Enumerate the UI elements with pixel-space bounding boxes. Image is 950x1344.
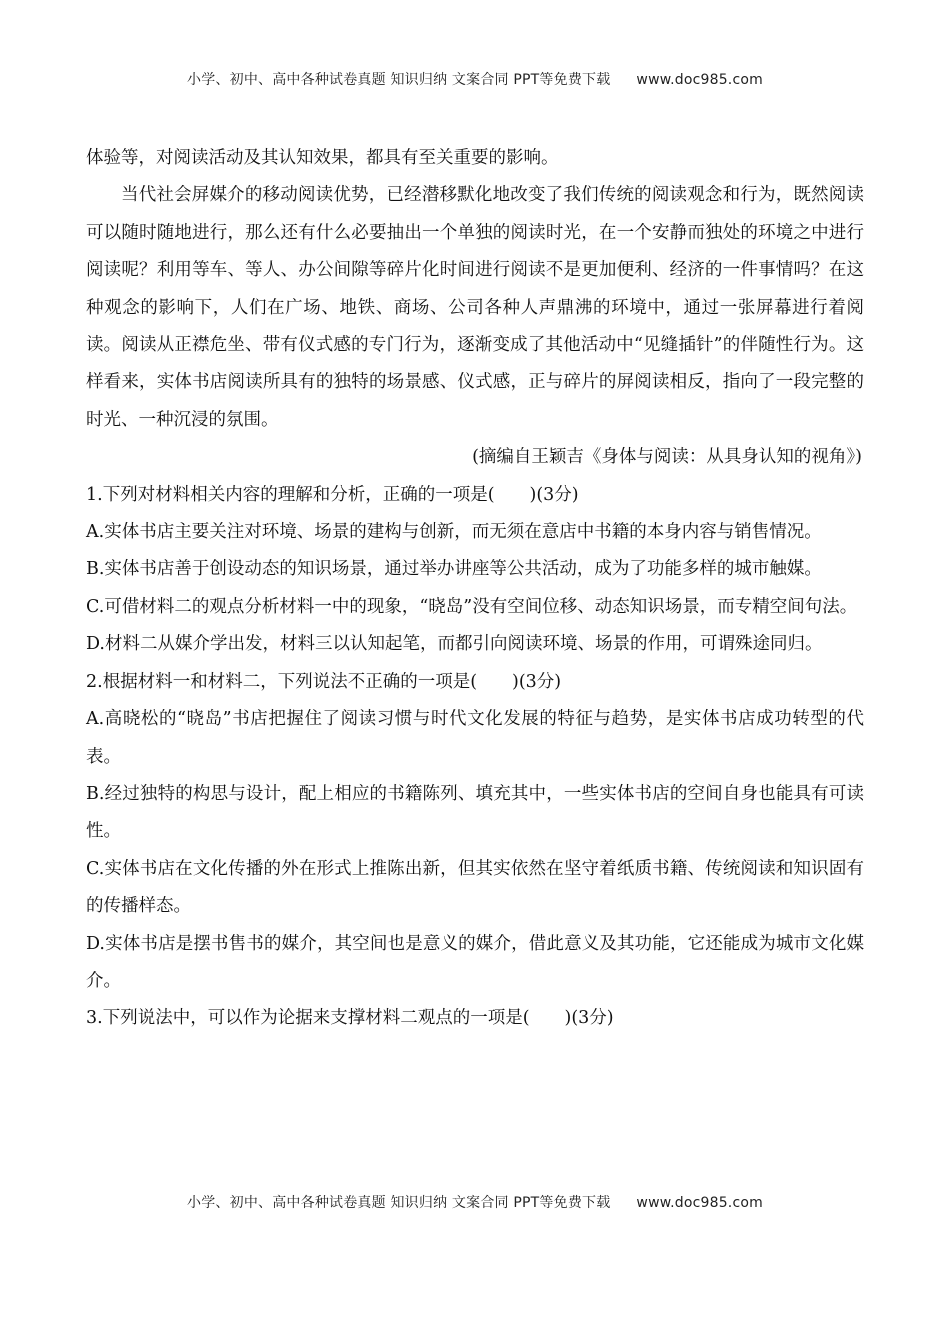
header-banner: 小学、初中、高中各种试卷真题 知识归纳 文案合同 PPT等免费下载: [187, 72, 611, 88]
passage-paragraph-2: 当代社会屏媒介的移动阅读优势，已经潜移默化地改变了我们传统的阅读观念和行为，既然阅读可以随时随地进行，那么还有什么必要抽出一个单独的阅读时光，在一个安静而独处的环境之中进行阅读呢？利用等车、等人、办公间隙等碎片化时间进行阅读不是更加便利、经济的一件事情吗？在这种观念的影响下，人们在广场、地铁、商场、公司各种人声鼎沸的环境中，通过一张屏幕进行着阅读。阅读从正襟危坐、带有仪式感的专门行为，逐渐变成了其他活动中“见缝插针”的伴随性行为。这样看来，实体书店阅读所具有的独特的场景感、仪式感，正与碎片的屏阅读相反，指向了一段完整的时光、一种沉浸的氛围。: [86, 185, 864, 430]
question-2-option-a: A.高晓松的“晓岛”书店把握住了阅读习惯与时代文化发展的特征与趋势，是实体书店成功转型的代表。: [86, 709, 864, 767]
question-1-option-c: C.可借材料二的观点分析材料一中的现象，“晓岛”没有空间位移、动态知识场景，而专精空间句法。: [86, 596, 858, 617]
header-url[interactable]: www.doc985.com: [636, 72, 763, 88]
passage-paragraph-1: 体验等，对阅读活动及其认知效果，都具有至关重要的影响。: [86, 148, 559, 168]
passage-source: (摘编自王颖吉《身体与阅读：从具身认知的视角》): [472, 447, 862, 468]
question-1-option-b: B.实体书店善于创设动态的知识场景，通过举办讲座等公共活动，成为了功能多样的城市触媒。: [86, 559, 822, 580]
question-3-stem: 3.下列说法中，可以作为论据来支撑材料二观点的一项是( )(3分): [86, 1008, 614, 1029]
footer-banner: 小学、初中、高中各种试卷真题 知识归纳 文案合同 PPT等免费下载: [187, 1195, 611, 1211]
question-1-option-d: D.材料二从媒介学出发，材料三以认知起笔，而都引向阅读环境、场景的作用，可谓殊途同归。: [86, 634, 823, 655]
question-1-stem: 1.下列对材料相关内容的理解和分析，正确的一项是( )(3分): [86, 484, 579, 505]
question-2-stem: 2.根据材料一和材料二，下列说法不正确的一项是( )(3分): [86, 671, 562, 692]
footer-url[interactable]: www.doc985.com: [636, 1195, 763, 1211]
document-body: [86, 140, 864, 1038]
page-footer: [0, 1192, 950, 1212]
question-2-option-c: C.实体书店在文化传播的外在形式上推陈出新，但其实依然在坚守着纸质书籍、传统阅读和知识固有的传播样态。: [86, 858, 864, 917]
question-2-option-d: D.实体书店是摆书售书的媒介，其空间也是意义的媒介，借此意义及其功能，它还能成为城市文化媒介。: [86, 933, 864, 991]
page-header: [0, 69, 950, 89]
question-1-option-a: A.实体书店主要关注对环境、场景的建构与创新，而无须在意店中书籍的本身内容与销售情况。: [86, 522, 822, 543]
question-2-option-b: B.经过独特的构思与设计，配上相应的书籍陈列、填充其中，一些实体书店的空间自身也能具有可读性。: [86, 783, 864, 842]
